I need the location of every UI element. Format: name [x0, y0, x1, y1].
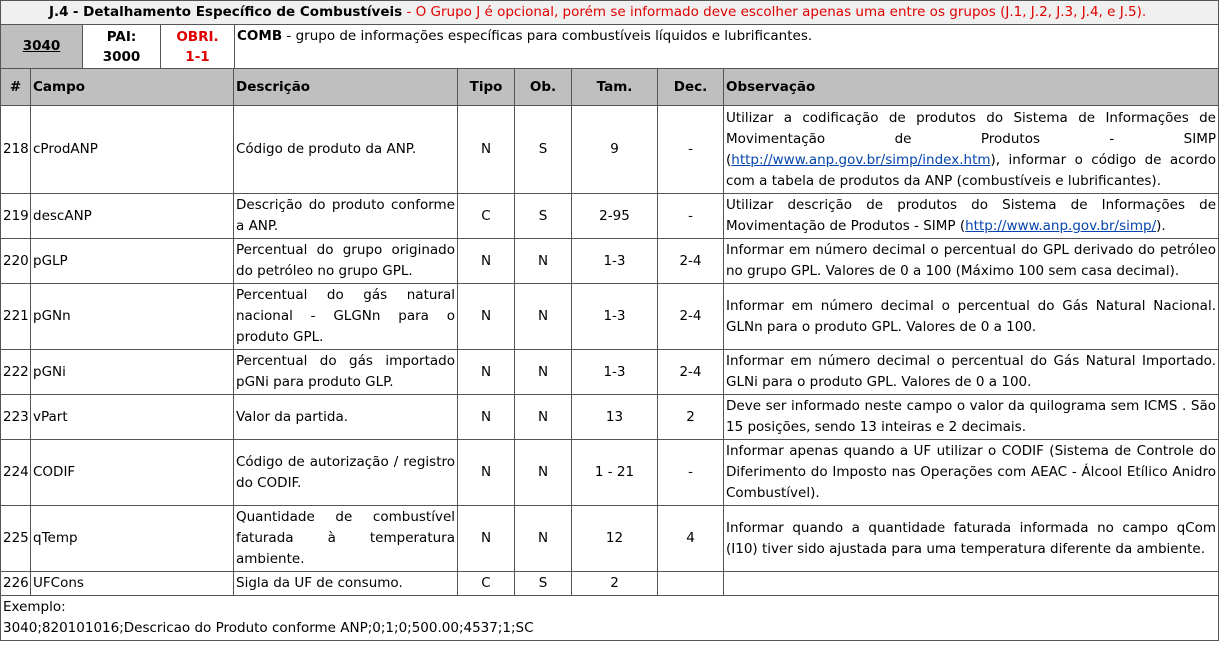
row-desc: Percentual do grupo originado do petróleo no grupo GPL. — [234, 239, 458, 284]
row-num: 220 — [1, 239, 31, 284]
row-num: 223 — [1, 395, 31, 440]
row-num: 226 — [1, 572, 31, 596]
col-observacao: Observação — [724, 69, 1219, 106]
row-ob: S — [515, 572, 572, 596]
col-tam: Tam. — [572, 69, 658, 106]
row-campo: UFCons — [31, 572, 234, 596]
row-ob: N — [515, 350, 572, 395]
col-num: # — [1, 69, 31, 106]
row-campo: qTemp — [31, 506, 234, 572]
row-tipo: N — [458, 440, 515, 506]
table-header — [1, 69, 1219, 106]
pai-value: 3000 — [102, 48, 141, 65]
col-tipo: Tipo — [458, 69, 515, 106]
table-row — [1, 440, 1219, 506]
obs-text: Utilizar a codificação de produtos do Sistema de Informações de Movimentação de Produtos - SIMP ( — [726, 109, 1216, 168]
group-description-cell — [235, 25, 1219, 69]
row-num: 221 — [1, 284, 31, 350]
row-ob: N — [515, 284, 572, 350]
row-dec: 2 — [658, 395, 724, 440]
section-name: Detalhamento Específico de Combustíveis — [83, 4, 403, 20]
obri-label: OBRI. — [176, 28, 219, 45]
row-desc: Quantidade de combustível faturada à temperatura ambiente. — [234, 506, 458, 572]
row-obs — [724, 194, 1219, 239]
row-campo: pGLP — [31, 239, 234, 284]
group-name: COMB — [237, 28, 283, 44]
row-tam: 1-3 — [572, 350, 658, 395]
example-label: Exemplo: — [3, 599, 66, 615]
row-num: 219 — [1, 194, 31, 239]
row-dec: 2-4 — [658, 239, 724, 284]
section-note: - O Grupo J é opcional, porém se informado deve escolher apenas uma entre os grupos (J.1, J.2, J.3, J.4, e J.5). — [406, 4, 1147, 20]
example-cell — [1, 596, 1219, 641]
row-tam: 1-3 — [572, 239, 658, 284]
row-tipo: N — [458, 350, 515, 395]
table-row — [1, 106, 1219, 194]
row-obs: Informar em número decimal o percentual do GPL derivado do petróleo no grupo GPL. Valores de 0 a 100 (Máximo 100 sem casa decimal). — [724, 239, 1219, 284]
row-dec: - — [658, 194, 724, 239]
row-ob: N — [515, 440, 572, 506]
col-descricao: Descrição — [234, 69, 458, 106]
section-code: J.4 — [49, 4, 69, 20]
table-row — [1, 395, 1219, 440]
row-ob: N — [515, 395, 572, 440]
row-obs: Deve ser informado neste campo o valor da quilograma sem ICMS . São 15 posições, sendo 13 inteiras e 2 decimais. — [724, 395, 1219, 440]
group-id: 3040 — [22, 38, 61, 54]
col-campo: Campo — [31, 69, 234, 106]
table-row — [1, 194, 1219, 239]
example-text: 3040;820101016;Descricao do Produto conforme ANP;0;1;0;500.00;4537;1;SC — [3, 620, 534, 636]
row-campo: vPart — [31, 395, 234, 440]
section-title: J.4 - Detalhamento Específico de Combustíveis - O Grupo J é opcional, porém se informado deve escolher apenas uma entre os grupos (J.1, J.2, J.3, J.4, e J.5). — [1, 1, 1219, 25]
row-desc: Código de autorização / registro do CODIF. — [234, 440, 458, 506]
row-obs: Informar apenas quando a UF utilizar o CODIF (Sistema de Controle do Diferimento do Imposto nas Operações com AEAC - Álcool Etílico Anidro Combustível). — [724, 440, 1219, 506]
fields-table — [0, 68, 1219, 641]
row-desc: Sigla da UF de consumo. — [234, 572, 458, 596]
group-obri-cell — [161, 25, 235, 69]
row-dec: - — [658, 440, 724, 506]
row-num: 224 — [1, 440, 31, 506]
row-tipo: N — [458, 395, 515, 440]
row-tam: 2-95 — [572, 194, 658, 239]
row-campo: descANP — [31, 194, 234, 239]
row-tipo: C — [458, 194, 515, 239]
row-num: 222 — [1, 350, 31, 395]
row-dec: - — [658, 106, 724, 194]
row-num: 225 — [1, 506, 31, 572]
obs-text: ). — [1156, 218, 1166, 234]
row-dec: 2-4 — [658, 350, 724, 395]
row-ob: N — [515, 239, 572, 284]
row-campo: pGNn — [31, 284, 234, 350]
row-tipo: N — [458, 506, 515, 572]
row-desc: Valor da partida. — [234, 395, 458, 440]
col-dec: Dec. — [658, 69, 724, 106]
row-tam: 12 — [572, 506, 658, 572]
row-tam: 13 — [572, 395, 658, 440]
row-campo: pGNi — [31, 350, 234, 395]
row-ob: S — [515, 106, 572, 194]
group-table — [0, 24, 1219, 69]
row-tipo: C — [458, 572, 515, 596]
group-pai-cell — [83, 25, 161, 69]
obs-text: ), informar o código de acordo com a tabela de produtos da ANP (combustíveis e lubrificantes). — [726, 151, 1216, 189]
row-obs: Informar em número decimal o percentual do Gás Natural Nacional. GLNn para o produto GPL. Valores de 0 a 100. — [724, 284, 1219, 350]
row-tam: 2 — [572, 572, 658, 596]
title-table — [0, 0, 1219, 25]
obs-text: Utilizar descrição de produtos do Sistema de Informações de Movimentação de Produtos - SIMP ( — [726, 197, 1216, 234]
obri-value: 1-1 — [185, 48, 210, 65]
row-dec: 4 — [658, 506, 724, 572]
row-num: 218 — [1, 106, 31, 194]
row-obs — [724, 572, 1219, 596]
table-row — [1, 572, 1219, 596]
row-tam: 9 — [572, 106, 658, 194]
row-desc: Percentual do gás natural nacional - GLGNn para o produto GPL. — [234, 284, 458, 350]
row-desc: Código de produto da ANP. — [234, 106, 458, 194]
simp-link[interactable]: http://www.anp.gov.br/simp/ — [965, 218, 1157, 234]
row-obs: Informar quando a quantidade faturada informada no campo qCom (I10) tiver sido ajustada para uma temperatura diferente da ambiente. — [724, 506, 1219, 572]
example-row — [1, 596, 1219, 641]
simp-link[interactable]: http://www.anp.gov.br/simp/index.htm — [731, 151, 991, 168]
table-row — [1, 350, 1219, 395]
row-dec — [658, 572, 724, 596]
row-dec: 2-4 — [658, 284, 724, 350]
row-tam: 1 - 21 — [572, 440, 658, 506]
row-tipo: N — [458, 239, 515, 284]
row-tipo: N — [458, 284, 515, 350]
group-id-cell — [1, 25, 83, 69]
row-ob: S — [515, 194, 572, 239]
row-tipo: N — [458, 106, 515, 194]
row-obs — [724, 106, 1219, 194]
row-tam: 1-3 — [572, 284, 658, 350]
table-row — [1, 284, 1219, 350]
row-desc: Percentual do gás importado pGNi para produto GLP. — [234, 350, 458, 395]
row-campo: CODIF — [31, 440, 234, 506]
group-description: - grupo de informações específicas para combustíveis líquidos e lubrificantes. — [286, 28, 813, 44]
row-ob: N — [515, 506, 572, 572]
table-row — [1, 506, 1219, 572]
row-obs: Informar em número decimal o percentual do Gás Natural Importado. GLNi para o produto GPL. Valores de 0 a 100. — [724, 350, 1219, 395]
row-desc: Descrição do produto conforme a ANP. — [234, 194, 458, 239]
row-campo: cProdANP — [31, 106, 234, 194]
table-row — [1, 239, 1219, 284]
pai-label: PAI: — [106, 28, 137, 45]
col-ob: Ob. — [515, 69, 572, 106]
